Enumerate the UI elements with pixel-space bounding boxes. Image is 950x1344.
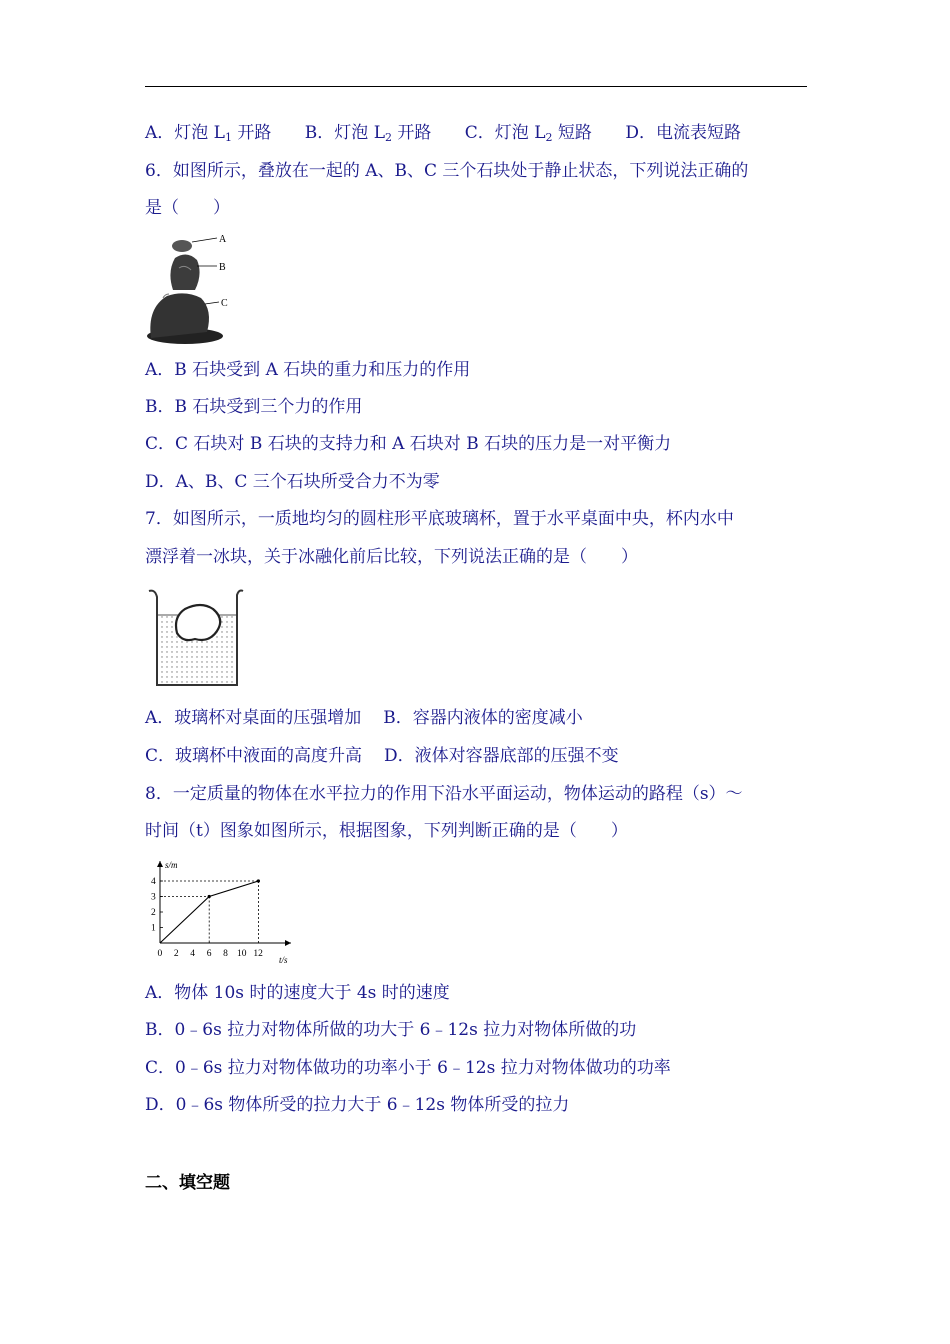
x-axis-arrow-icon xyxy=(285,940,291,946)
x-tick-label: 2 xyxy=(173,949,179,959)
glass-with-ice-figure xyxy=(145,585,245,691)
y-tick-label: 1 xyxy=(151,923,156,934)
q7-options-row1 xyxy=(145,707,583,729)
stacked-stones-figure xyxy=(145,228,245,346)
q7-option-b: B．容器内液体的密度减小 xyxy=(383,708,583,728)
header-rule xyxy=(145,86,807,87)
y-tick-label: 4 xyxy=(151,877,156,887)
q8-option-d: D．0﹣6s 物体所受的拉力大于 6﹣12s 物体所受的拉力 xyxy=(145,1095,570,1115)
section-title: 二、填空题 xyxy=(145,1173,230,1193)
data-point xyxy=(257,879,260,882)
x-tick-label: 12 xyxy=(253,949,263,959)
stone-label-c: C xyxy=(221,298,228,309)
q7-stem-line2: 漂浮着一冰块，关于冰融化前后比较，下列说法正确的是（ ） xyxy=(145,547,638,567)
q7-stem-line1: 7．如图所示，一质地均匀的圆柱形平底玻璃杯，置于水平桌面中央，杯内水中 xyxy=(145,509,734,529)
x-tick-label: 8 xyxy=(223,949,228,959)
q6-stem-line2: 是（ ） xyxy=(145,198,230,218)
stone-label-b: B xyxy=(219,262,226,273)
q5-option-c: C．灯泡 $L_2$ 短路 xyxy=(464,123,592,144)
stone-label-a: A xyxy=(219,234,227,245)
data-point xyxy=(208,895,211,898)
q7-option-d: D．液体对容器底部的压强不变 xyxy=(384,746,619,766)
q6-option-b: B．B 石块受到三个力的作用 xyxy=(145,397,363,417)
q8-stem-line2: 时间（t）图象如图所示，根据图象，下列判断正确的是（ ） xyxy=(145,821,628,841)
q6-option-c: C．C 石块对 B 石块的支持力和 A 石块对 B 石块的压力是一对平衡力 xyxy=(145,434,672,454)
q6-stem-line1: 6．如图所示，叠放在一起的 A、B、C 三个石块处于静止状态，下列说法正确的 xyxy=(145,161,749,181)
y-axis-label: s/m xyxy=(165,860,178,870)
q7-options-row2 xyxy=(145,745,619,767)
q6-option-d: D．A、B、C 三个石块所受合力不为零 xyxy=(145,472,440,492)
q8-option-c: C．0﹣6s 拉力对物体做功的功率小于 6﹣12s 拉力对物体做功的功率 xyxy=(145,1058,671,1078)
y-tick-label: 2 xyxy=(151,908,156,918)
y-tick-label: 3 xyxy=(151,892,156,903)
x-tick-label: 6 xyxy=(206,949,212,959)
q5-option-d: D．电流表短路 xyxy=(625,123,741,143)
y-axis-arrow-icon xyxy=(157,861,163,867)
x-tick-label: 10 xyxy=(237,949,247,959)
s-t-graph xyxy=(145,855,295,967)
q7-option-a: A．玻璃杯对桌面的压强增加 xyxy=(145,708,362,728)
q6-option-a: A．B 石块受到 A 石块的重力和压力的作用 xyxy=(145,360,471,380)
x-tick-label: 0 xyxy=(157,949,163,959)
q8-option-b: B．0﹣6s 拉力对物体所做的功大于 6﹣12s 拉力对物体所做的功 xyxy=(145,1020,637,1040)
x-tick-label: 4 xyxy=(190,949,196,959)
q8-stem-line1: 8．一定质量的物体在水平拉力的作用下沿水平面运动，物体运动的路程（s）～ xyxy=(145,784,743,804)
q8-option-a: A．物体 10s 时的速度大于 4s 时的速度 xyxy=(145,983,450,1003)
q5-options xyxy=(145,122,769,149)
q5-option-a: A．灯泡 $L_1$ 开路 xyxy=(145,123,272,144)
x-axis-label: t/s xyxy=(279,955,288,965)
q5-option-b: B．灯泡 $L_2$ 开路 xyxy=(304,123,432,144)
q7-option-c: C．玻璃杯中液面的高度升高 xyxy=(145,746,363,766)
